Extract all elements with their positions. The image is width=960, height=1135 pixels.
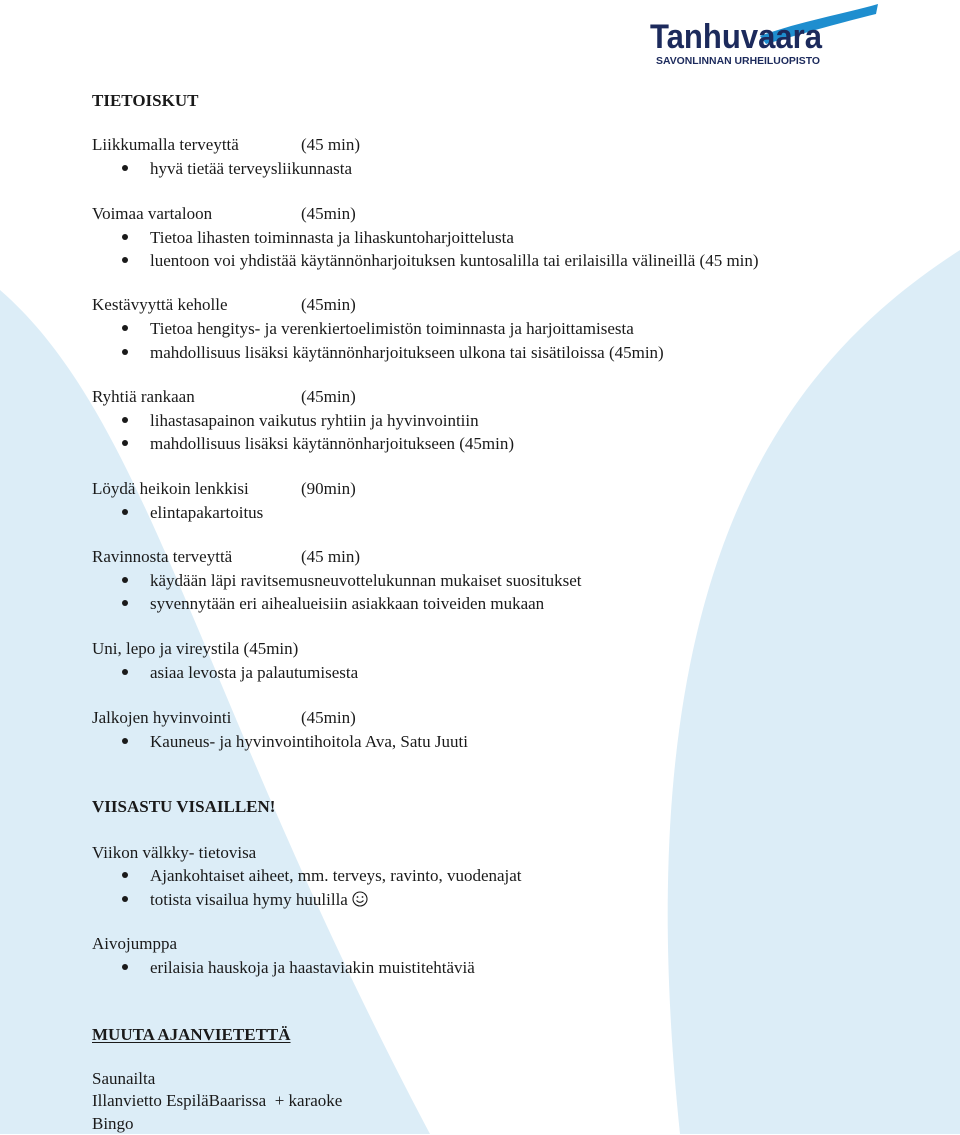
logo-subtitle: SAVONLINNAN URHEILUOPISTO [656, 56, 821, 67]
bullet-dot [122, 738, 128, 744]
topic-duration: (45 min) [301, 547, 361, 566]
tietoiskut-heading: TIETOISKUT [92, 91, 199, 110]
viisastu-heading: VIISASTU VISAILLEN! [92, 797, 276, 816]
topic-title [92, 202, 356, 225]
bullet-dot [122, 417, 128, 423]
bullet-dot [122, 234, 128, 240]
bullet-dot [122, 325, 128, 331]
bullet-dot [122, 165, 128, 171]
topic-title [92, 293, 356, 316]
topic-title [92, 706, 356, 729]
topic-duration: (45 min) [301, 135, 361, 154]
muuta-heading: MUUTA AJANVIETETTÄ [92, 1025, 291, 1044]
wave-right [668, 250, 960, 1134]
topic-title [92, 133, 361, 156]
topic-title [92, 545, 361, 568]
list-item-text: lihastasapainon vaikutus ryhtiin ja hyvinvointiin [150, 411, 479, 430]
topic-name: Viikon välkky- tietovisa [92, 843, 257, 862]
list-item-label: totista visailua hymy huulilla [150, 890, 348, 909]
bullet-dot [122, 440, 128, 446]
bullet-dot [122, 349, 128, 355]
topic-title [92, 932, 177, 955]
activity-line: Illanvietto EspiläBaarissa + karaoke [92, 1091, 343, 1110]
topic-name: Liikkumalla terveyttä [92, 135, 239, 154]
list-item-text: Tietoa lihasten toiminnasta ja lihaskuntoharjoittelusta [150, 228, 514, 247]
topic-title [92, 637, 298, 660]
topic-duration: (90min) [301, 479, 356, 498]
list-item-text: käydään läpi ravitsemusneuvottelukunnan mukaiset suositukset [150, 571, 582, 590]
topic-title [92, 841, 256, 864]
topic-duration: (45min) [301, 387, 356, 406]
topic-name: Uni, lepo ja vireystila (45min) [92, 639, 299, 658]
topic-title [92, 385, 356, 408]
topic-duration: (45min) [301, 295, 356, 314]
list-item-text: Tietoa hengitys- ja verenkiertoelimistön toiminnasta ja harjoittamisesta [150, 319, 634, 338]
list-item-text: mahdollisuus lisäksi käytännönharjoitukseen ulkona tai sisätiloissa (45min) [150, 343, 664, 362]
smiley-icon [352, 891, 368, 907]
topic-title [92, 477, 356, 500]
topic-name: Jalkojen hyvinvointi [92, 708, 232, 727]
topic-name: Kestävyyttä keholle [92, 295, 228, 314]
tanhuvaara-logo [648, 2, 880, 68]
logo-name: Tanhuvaara [650, 18, 823, 56]
topic-name: Ravinnosta terveyttä [92, 547, 233, 566]
topic-name: Ryhtiä rankaan [92, 387, 195, 406]
bullet-dot [122, 872, 128, 878]
list-item-text: hyvä tietää terveysliikunnasta [150, 159, 353, 178]
list-item-text: luentoon voi yhdistää käytännönharjoituksen kuntosalilla tai erilaisilla välineillä (45 min) [150, 251, 759, 270]
topic-name: Löydä heikoin lenkkisi [92, 479, 249, 498]
bullet-dot [122, 669, 128, 675]
activity-line: Bingo [92, 1114, 134, 1133]
bullet-dot [122, 896, 128, 902]
list-item-text: Ajankohtaiset aiheet, mm. terveys, ravinto, vuodenajat [150, 866, 522, 885]
list-item-text: asiaa levosta ja palautumisesta [150, 663, 359, 682]
topic-duration: (45min) [301, 708, 356, 727]
topic-name: Voimaa vartaloon [92, 204, 213, 223]
list-item-text: elintapakartoitus [150, 503, 264, 522]
bullet-dot [122, 509, 128, 515]
topic-name: Aivojumppa [92, 934, 177, 953]
bullet-dot [122, 577, 128, 583]
bullet-dot [122, 964, 128, 970]
list-item-text: syvennytään eri aihealueisiin asiakkaan toiveiden mukaan [150, 594, 545, 613]
list-item-text: erilaisia hauskoja ja haastaviakin muistitehtäviä [150, 958, 475, 977]
list-item-text: Kauneus- ja hyvinvointihoitola Ava, Satu Juuti [150, 732, 468, 751]
activity-line: Saunailta [92, 1069, 156, 1088]
list-item-text [150, 888, 368, 911]
list-item-text: mahdollisuus lisäksi käytännönharjoitukseen (45min) [150, 434, 515, 453]
topic-duration: (45min) [301, 204, 356, 223]
bullet-dot [122, 600, 128, 606]
bullet-dot [122, 257, 128, 263]
